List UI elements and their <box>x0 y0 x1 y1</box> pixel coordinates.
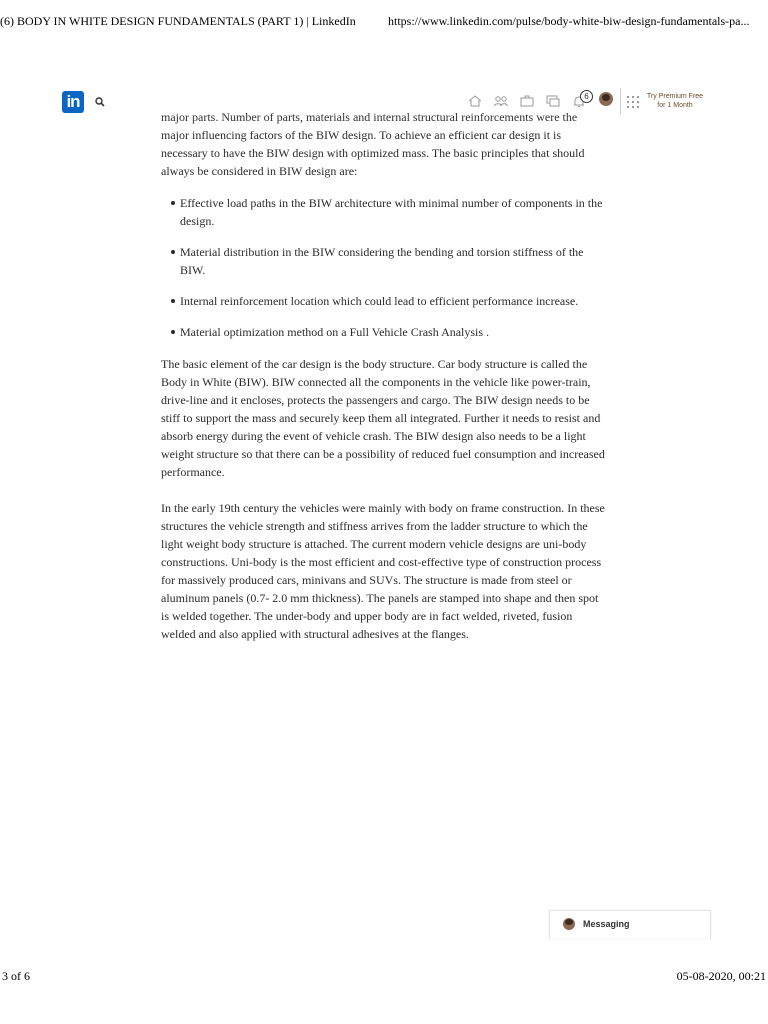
jobs-icon[interactable] <box>519 94 535 108</box>
design-principles-list <box>161 194 606 341</box>
list-item: Material distribution in the BIW considering the bending and torsion stiffness of the BIW. <box>169 243 606 279</box>
work-grid-icon[interactable] <box>627 95 639 107</box>
home-icon[interactable] <box>467 94 483 108</box>
list-item: Internal reinforcement location which could lead to efficient performance increase. <box>169 292 606 310</box>
print-page-number: 3 of 6 <box>2 969 30 983</box>
messaging-widget[interactable] <box>549 910 711 939</box>
print-header <box>0 14 768 32</box>
list-item: Effective load paths in the BIW architecture with minimal number of components in the design. <box>169 194 606 230</box>
article-cut-off-text: major parts. Number of parts, materials and internal structural reinforcements were the <box>161 110 578 124</box>
article-paragraph-body-structure: The basic element of the car design is the body structure. Car body structure is called the Body in White (BIW). BIW connected all the components in the vehicle like power-train, drive-line and it encloses, protects the passengers and cargo. The BIW design needs to be stiff to support the mass and securely keep them all integrated. Further it needs to resist and absorb energy during the event of vehicle crash. The BIW design also needs to be a light weight structure so that there can be a possibility of reduced fuel consumption and increased performance. <box>161 357 605 479</box>
print-footer <box>0 969 768 987</box>
print-date: 05-08-2020, 00:21 <box>676 969 766 983</box>
list-item: Material optimization method on a Full Vehicle Crash Analysis . <box>169 323 606 341</box>
messaging-label: Messaging <box>583 919 630 929</box>
messaging-avatar <box>563 918 575 930</box>
my-network-icon[interactable] <box>493 94 509 108</box>
print-page-title: (6) BODY IN WHITE DESIGN FUNDAMENTALS (PART 1) | LinkedIn <box>0 14 356 28</box>
nav-divider <box>620 88 621 114</box>
try-premium-link[interactable] <box>645 92 705 110</box>
messaging-icon[interactable] <box>545 94 561 108</box>
linkedin-logo[interactable]: in <box>62 91 84 113</box>
premium-line-2: for 1 Month <box>657 102 693 109</box>
search-icon[interactable] <box>94 95 106 107</box>
article-cut-off-line <box>161 110 606 126</box>
article-paragraph-unibody: In the early 19th century the vehicles were mainly with body on frame construction. In these structures the vehicle strength and stiffness arrives from the ladder structure to which the light weight body structure is attached. The current modern vehicle designs are uni-body constructions. Uni-body is the most efficient and cost-effective type of construction process for massively produced cars, minivans and SUVs. The structure is made from steel or aluminum panels (0.7- 2.0 mm thickness). The panels are stamped into shape and then spot is welded together. The under-body and upper body are in fact welded, riveted, fusion welded and also applied with structural adhesives at the flanges. <box>161 501 605 641</box>
notification-count-badge: 6 <box>580 90 593 103</box>
premium-line-1: Try Premium Free <box>646 93 704 100</box>
print-page-url: https://www.linkedin.com/pulse/body-white-biw-design-fundamentals-pa... <box>388 14 750 28</box>
profile-avatar[interactable] <box>599 92 613 106</box>
article-body <box>161 110 606 661</box>
article-intro-paragraph: major influencing factors of the BIW design. To achieve an efficient car design it is necessary to have the BIW design with optimized mass. The basic principles that should always be considered in BIW design are: <box>161 128 585 178</box>
